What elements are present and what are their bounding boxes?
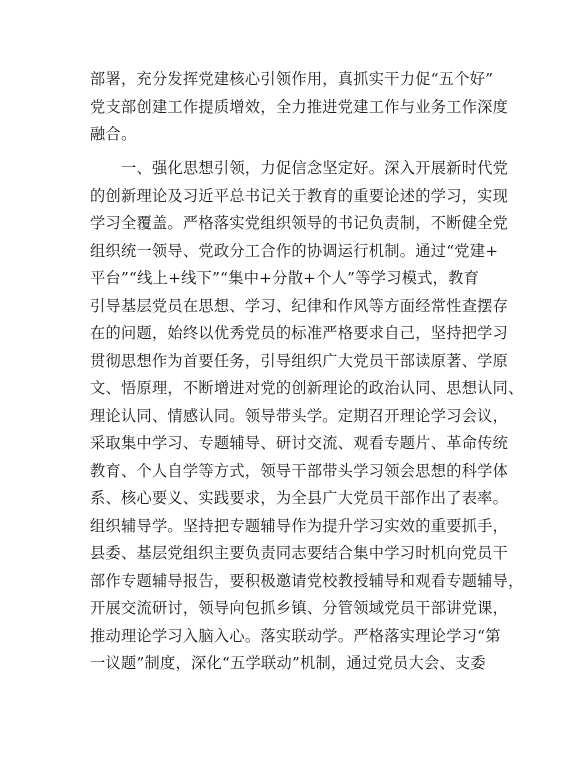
text-line: 县委、基层党组织主要负责同志要结合集中学习时机向党员干 (90, 544, 509, 562)
text-line: 贯彻思想作为首要任务，引导组织广大党员干部读原著、学原 (90, 351, 509, 370)
text-line: 平台”“线上+线下”“集中+分散+个人”等学习模式，教育 (90, 269, 480, 287)
text-line: 的创新理论及习近平总书记关于教育的重要论述的学习，实现 (90, 186, 509, 205)
text-line: 党支部创建工作提质增效，全力推进党建工作与业务工作深度 (90, 97, 509, 116)
text-line: 引导基层党员在思想、学习、纪律和作风等方面经常性查摆存 (90, 296, 509, 315)
text-line: 学习全覆盖。严格落实党组织领导的书记负责制，不断健全党 (90, 214, 509, 232)
text-line: 部署，充分发挥党建核心引领作用，真抓实干力促“五个好” (90, 70, 494, 88)
text-line: 系、核心要义、实践要求，为全县广大党员干部作出了表率。 (90, 489, 509, 507)
text-line: 融合。 (90, 125, 137, 143)
text-line: 部作专题辅导报告，要积极邀请党校教授辅导和观看专题辅导， (90, 571, 524, 590)
text-line: 推动理论学习入脑入心。落实联动学。严格落实理论学习“第 (90, 626, 501, 645)
text-line: 文、悟原理，不断增进对党的创新理论的政治认同、思想认同、 (90, 379, 524, 397)
text-line: 在的问题，始终以优秀党员的标准严格要求自己，坚持把学习 (90, 324, 509, 342)
text-line: 理论认同、情感认同。领导带头学。定期召开理论学习会议， (90, 406, 509, 425)
paragraph-section-1 (90, 155, 524, 678)
text-line: 采取集中学习、专题辅导、研讨交流、观看专题片、革命传统 (90, 434, 509, 452)
text-line: 开展交流研讨，领导向包抓乡镇、分管领域党员干部讲党课， (90, 599, 509, 617)
text-line: 组织辅导学。坚持把专题辅导作为提升学习实效的重要抓手， (90, 516, 509, 535)
text-line: 一议题”制度，深化“五学联动”机制，通过党员大会、支委 (90, 654, 486, 672)
text-line: 一、强化思想引领，力促信念坚定好。深入开展新时代党 (121, 159, 509, 177)
text-line: 教育、个人自学等方式，领导干部带头学习领会思想的科学体 (90, 461, 509, 480)
text-line: 组织统一领导、党政分工合作的协调运行机制。通过“党建+ (90, 241, 499, 260)
paragraph-intro (90, 66, 508, 149)
